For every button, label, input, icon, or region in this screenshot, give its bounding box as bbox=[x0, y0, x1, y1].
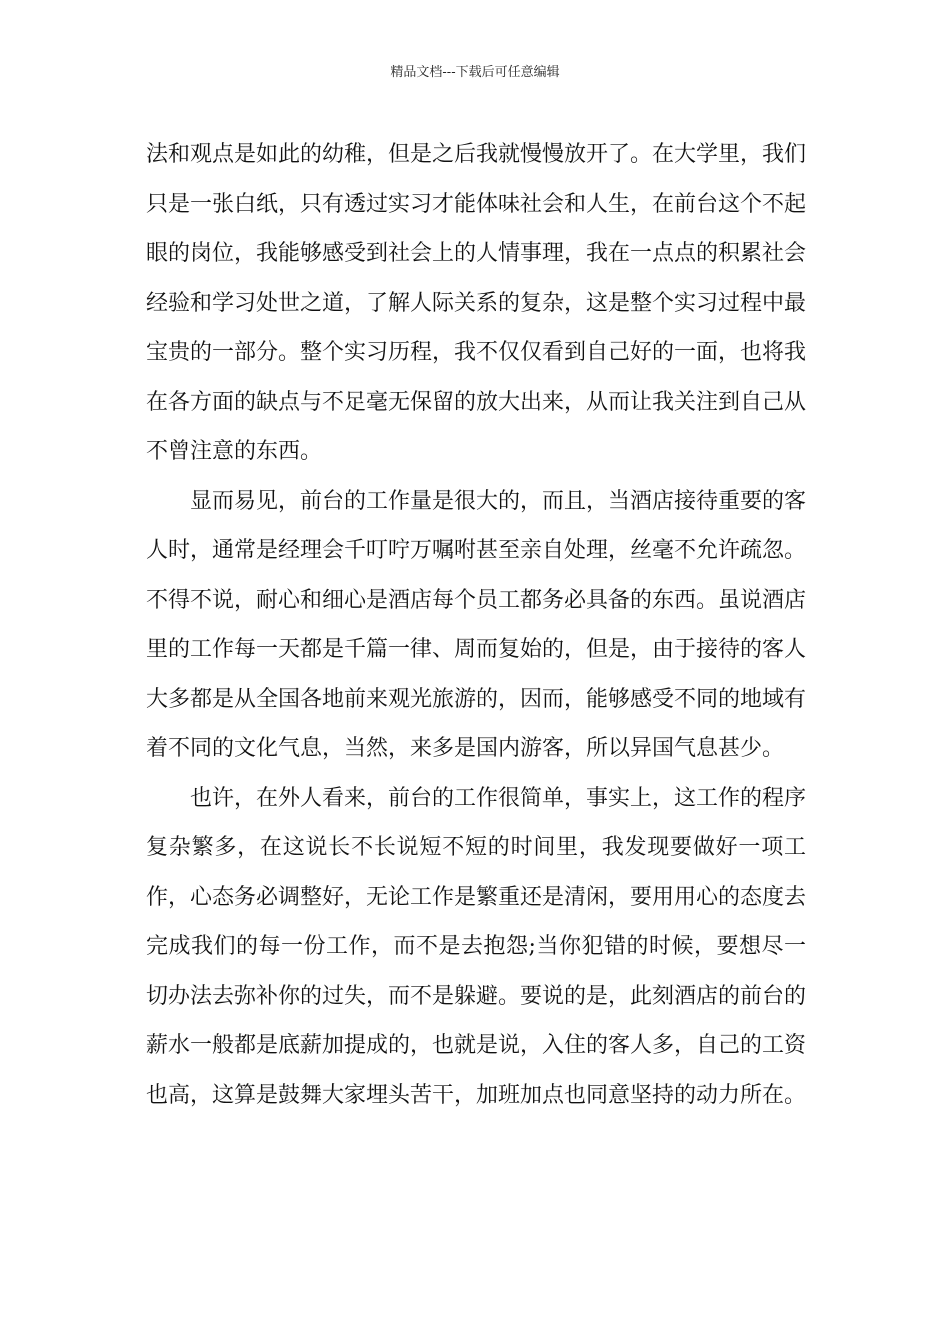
paragraph-front-desk-procedure: 也许，在外人看来，前台的工作很简单，事实上，这工作的程序复杂繁多，在这说长不长说短不短的时间里，我发现要做好一项工作，心态务必调整好，无论工作是繁重还是清闲，要用用心的态度去完成我们的每一份工作，而不是去抱怨;当你犯错的时候，要想尽一切办法去弥补你的过失，而不是躲避。要说的是，此刻酒店的前台的薪水一般都是底薪加提成的，也就是说，入住的客人多，自己的工资也高，这算是鼓舞大家埋头苦干，加班加点也同意坚持的动力所在。 bbox=[146, 785, 807, 1108]
paragraph-continuation: 法和观点是如此的幼稚，但是之后我就慢慢放开了。在大学里，我们只是一张白纸，只有透过实习才能体味社会和人生，在前台这个不起眼的岗位，我能够感受到社会上的人情事理，我在一点点的积累社会经验和学习处世之道，了解人际关系的复杂，这是整个实习过程中最宝贵的一部分。整个实习历程，我不仅仅看到自己好的一面，也将我在各方面的缺点与不足毫无保留的放大出来，从而让我关注到自己从不曾注意的东西。 bbox=[146, 142, 807, 464]
paragraph-front-desk-workload: 显而易见，前台的工作量是很大的，而且，当酒店接待重要的客人时，通常是经理会千叮咛万嘱咐甚至亲自处理，丝毫不允许疏忽。不得不说，耐心和细心是酒店每个员工都务必具备的东西。虽说酒店里的工作每一天都是千篇一律、周而复始的，但是，由于接待的客人大多都是从全国各地前来观光旅游的，因而，能够感受不同的地域有着不同的文化气息，当然，来多是国内游客，所以异国气息甚少。 bbox=[146, 488, 807, 761]
document-body bbox=[146, 130, 806, 1120]
page-header: 精品文档---下载后可任意编辑 bbox=[390, 65, 560, 80]
